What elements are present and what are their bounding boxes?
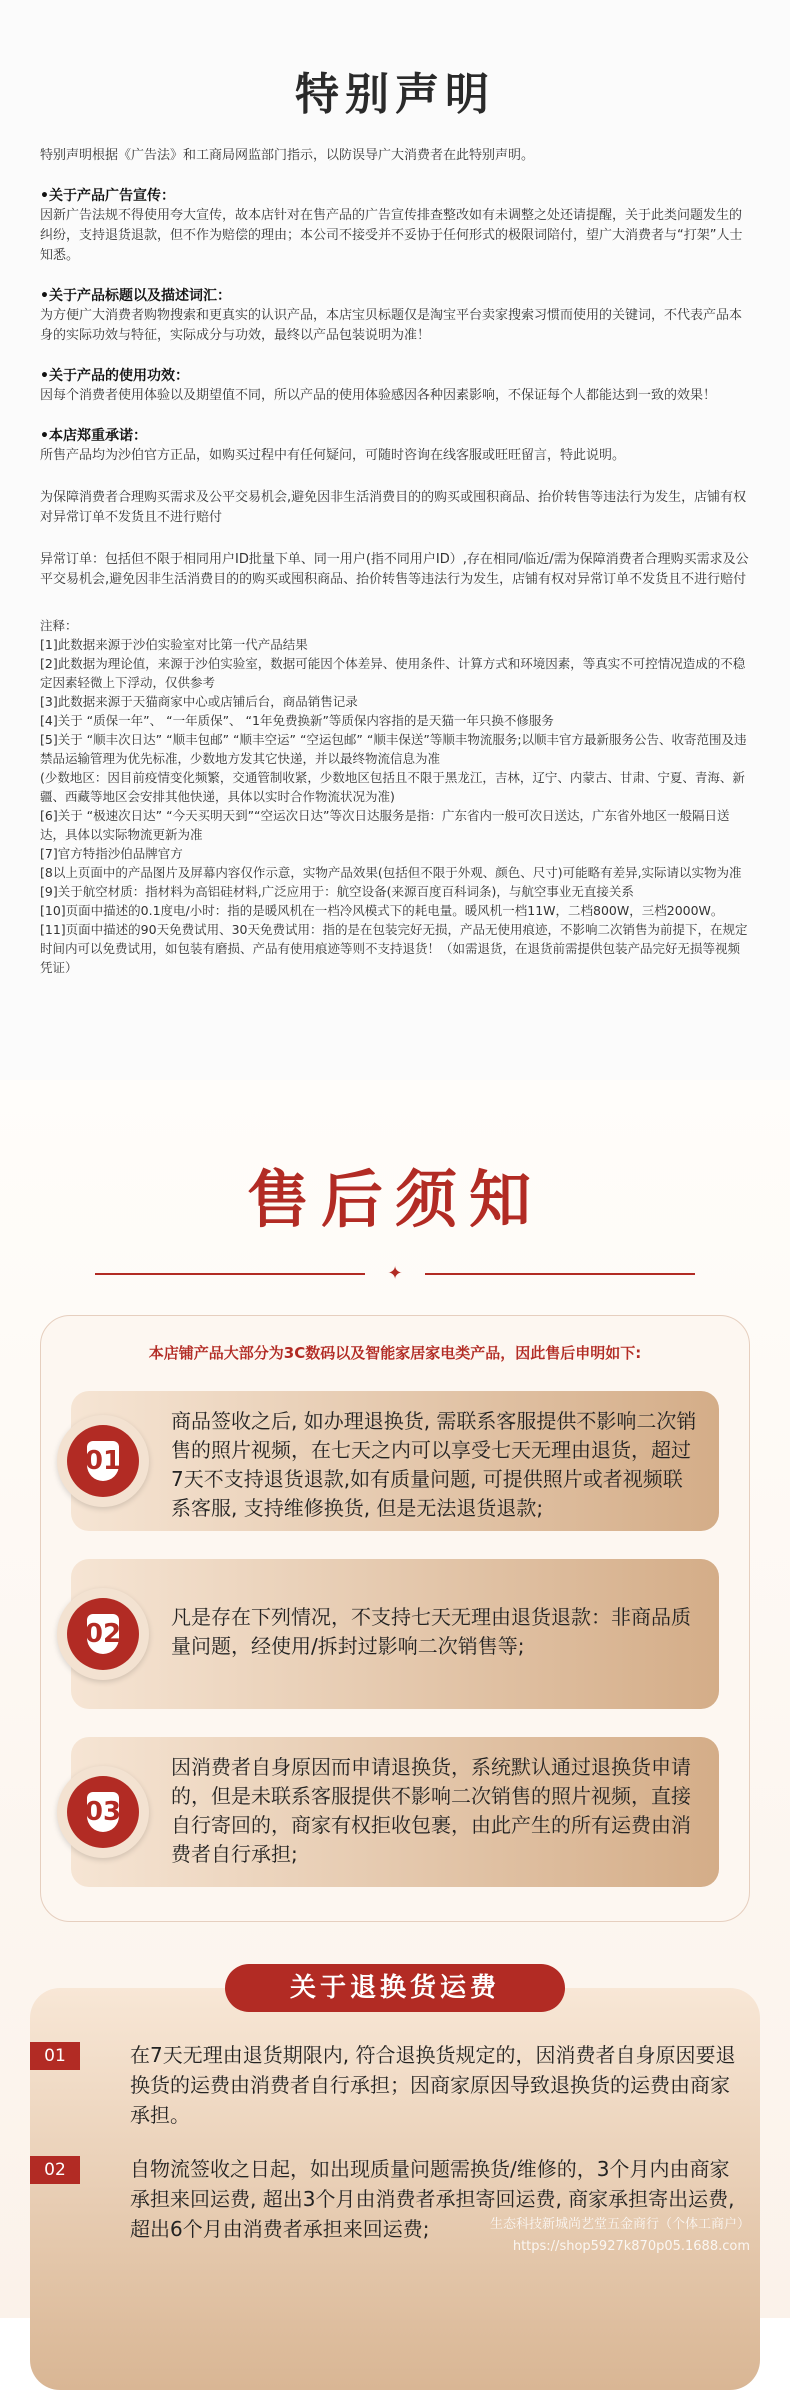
divider-line-right [425, 1273, 695, 1275]
aftersale-lead: 本店铺产品大部分为3C数码以及智能家居家电类产品，因此售后申明如下: [148, 1344, 642, 1362]
aftersale-item-1 [71, 1391, 719, 1531]
note-item: [5]关于 “顺丰次日达” “顺丰包邮” “顺丰空运” “空运包邮” “顺丰保送”等顺丰物流服务;以顺丰官方最新服务公告、收寄范围及违禁品运输管理为优先标准，少数地方发其它快递，并以最终物流信息为准 [40, 732, 747, 766]
note-item: [7]官方特指沙伯品牌官方 [40, 846, 183, 861]
shield-badge-icon [57, 1766, 149, 1858]
note-item: [10]页面中描述的0.1度电/小时：指的是暖风机在一档冷风模式下的耗电量。暖风机一档11W，二档800W，三档2000W。 [40, 903, 724, 918]
watermark-shop-name: 生态科技新城尚艺堂五金商行（个体工商户） [489, 2217, 750, 2232]
shop-watermark [490, 2214, 750, 2258]
note-item: [2]此数据为理论值，来源于沙伯实验室，数据可能因个体差异、使用条件、计算方式和环境因素，等真实不可控情况造成的不稳定因素轻微上下浮动，仅供参考 [40, 656, 746, 690]
notice-section-promise [40, 426, 750, 466]
section-body: 为方便广大消费者购物搜索和更真实的认识产品，本店宝贝标题仅是淘宝平台卖家搜索习惯而使用的关键词，不代表产品本身的实际功效与特征，实际成分与功效，最终以产品包装说明为准！ [40, 308, 743, 343]
item-number: 03 [84, 1797, 122, 1827]
abnormal-order-policy: 为保障消费者合理购买需求及公平交易机会,避免因非生活消费目的的购买或囤积商品、抬价转售等违法行为发生，店铺有权对异常订单不发货且不进行赔付 [40, 490, 747, 525]
notice-section-title-words [40, 286, 750, 346]
abnormal-order-definition: 异常订单：包括但不限于相同用户ID批量下单、同一用户(指不同用户ID）,存在相同/临近/需为保障消费者合理购买需求及公平交易机会,避免因非生活消费目的的购买或囤积商品、抬价转售等违法行为发生，店铺有权对异常订单不发货且不进行赔付 [40, 552, 749, 587]
freight-text: 在7天无理由退货期限内, 符合退换货规定的，因消费者自身原因要退换货的运费由消费者自行承担；因商家原因导致退换货的运费由商家承担。 [130, 2043, 736, 2127]
section-heading: •关于产品标题以及描述词汇： [40, 288, 231, 304]
notice-section-efficacy [40, 366, 750, 406]
item-number: 01 [84, 1446, 122, 1476]
divider-line-left [95, 1273, 365, 1275]
note-item: [1]此数据来源于沙伯实验室对比第一代产品结果 [40, 637, 308, 652]
aftersale-item-3 [71, 1737, 719, 1887]
shield-badge-icon [57, 1415, 149, 1507]
notice-intro: 特别声明根据《广告法》和工商局网监部门指示，以防误导广大消费者在此特别声明。 [40, 148, 535, 163]
note-item: (少数地区：因目前疫情变化频繁，交通管制收紧，少数地区包括且不限于黑龙江，吉林，辽宁、内蒙古、甘肃、宁夏、青海、新疆、西藏等地区会安排其他快递，具体以实时合作物流状况为准) [40, 770, 745, 804]
item-text: 因消费者自身原因而申请退换货，系统默认通过退换货申请的，但是未联系客服提供不影响二次销售的照片视频，直接自行寄回的，商家有权拒收包裹，由此产生的所有运费由消费者自行承担; [171, 1755, 691, 1866]
section-body: 因每个消费者使用体验以及期望值不同，所以产品的使用体验感因各种因素影响，不保证每个人都能达到一致的效果！ [40, 388, 717, 403]
aftersale-panel [40, 1315, 750, 1922]
special-notice-section [0, 0, 790, 1080]
shield-badge-icon [57, 1588, 149, 1680]
notes-label: 注释： [40, 618, 78, 633]
section-body: 因新广告法规不得使用夸大宣传，故本店针对在售产品的广告宣传排查整改如有未调整之处还请提醒，关于此类问题发生的纠纷，支持退货退款，但不作为赔偿的理由；本公司不接受并不妥协于任何形式的极限词陪付，望广大消费者与“打架”人士知悉。 [40, 208, 743, 263]
freight-number: 01 [30, 2042, 80, 2070]
item-number: 02 [84, 1619, 122, 1649]
aftersale-section [0, 1080, 790, 2318]
note-item: [4]关于 “质保一年”、 “一年质保”、 “1年免费换新”等质保内容指的是天猫一年只换不修服务 [40, 713, 554, 728]
ornament-divider [95, 1263, 695, 1285]
freight-panel [30, 1988, 760, 2390]
item-text: 凡是存在下列情况，不支持七天无理由退货退款：非商品质量问题，经使用/拆封过影响二次销售等; [171, 1605, 691, 1658]
ornament-icon: ✦ [387, 1263, 403, 1284]
notice-section-ad [40, 186, 750, 266]
aftersale-title: 售后须知 [246, 1163, 543, 1236]
note-item: [11]页面中描述的90天免费试用、30天免费试用：指的是在包装完好无损，产品无使用痕迹，不影响二次销售为前提下，在规定时间内可以免费试用，如包装有磨损、产品有使用痕迹等则不支持退货！（如需退货，在退货前需提供包装产品完好无损等视频凭证） [40, 922, 748, 975]
watermark-url: https://shop5927k870p05.1688.com [512, 2239, 750, 2254]
notes-list [40, 616, 750, 977]
note-item: [9]关于航空材质：指材料为高铝硅材料,广泛应用于：航空设备(来源百度百科词条)，与航空事业无直接关系 [40, 884, 634, 899]
note-item: [6]关于 “极速次日达” “今天买明天到”“空运次日达”等次日达服务是指：广东省内一般可次日送达，广东省外地区一般隔日送达，具体以实际物流更新为准 [40, 808, 730, 842]
section-heading: •本店郑重承诺： [40, 428, 147, 444]
freight-item-1 [30, 2040, 736, 2130]
freight-number: 02 [30, 2156, 80, 2184]
section-body: 所售产品均为沙伯官方正品，如购买过程中有任何疑问，可随时咨询在线客服或旺旺留言，特此说明。 [40, 448, 626, 463]
aftersale-item-2 [71, 1559, 719, 1709]
note-item: [3]此数据来源于天猫商家中心或店铺后台，商品销售记录 [40, 694, 358, 709]
section-heading: •关于产品的使用功效： [40, 368, 189, 384]
item-text: 商品签收之后, 如办理退换货, 需联系客服提供不影响二次销售的照片视频，在七天之内可以享受七天无理由退货，超过7天不支持退货退款,如有质量问题, 可提供照片或者视频联系客服, 支持维修换货, 但是无法退货退款; [171, 1409, 697, 1520]
freight-title: 关于退换货运费 [225, 1964, 565, 2012]
note-item: [8以上页面中的产品图片及屏幕内容仅作示意，实物产品效果(包括但不限于外观、颜色、尺寸)可能略有差异,实际请以实物为准 [40, 865, 742, 880]
notice-title: 特别声明 [295, 69, 495, 120]
section-heading: •关于产品广告宣传： [40, 188, 175, 204]
freight-text: 自物流签收之日起，如出现质量问题需换货/维修的，3个月内由商家承担来回运费, 超出3个月由消费者承担寄回运费, 商家承担寄出运费, 超出6个月由消费者承担来回运费; [130, 2157, 735, 2241]
